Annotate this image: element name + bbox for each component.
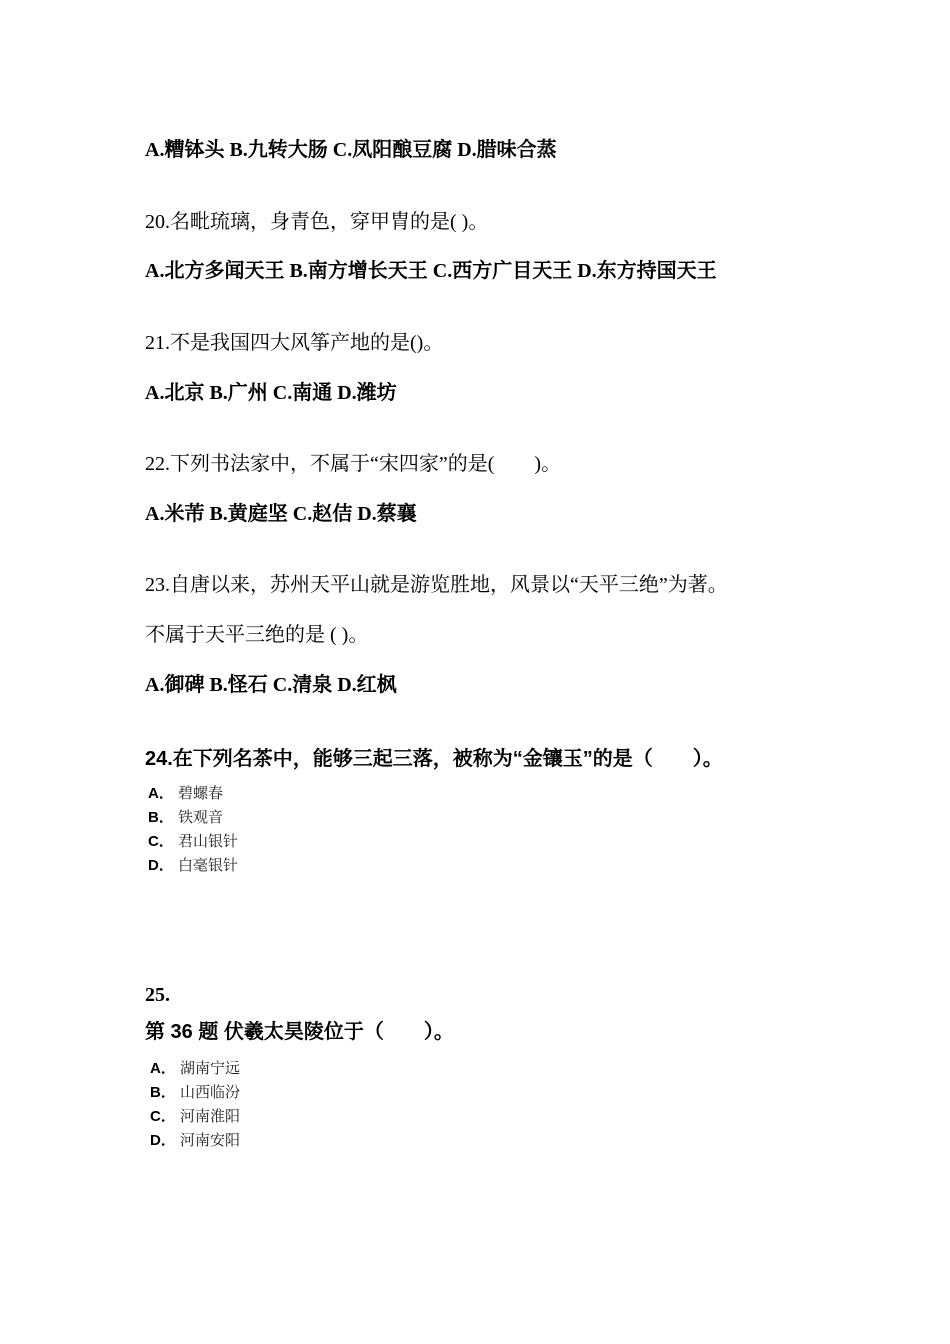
q25-option-a xyxy=(150,1061,240,1077)
option-letter: B． xyxy=(148,809,174,826)
option-letter: D． xyxy=(150,1132,176,1149)
q23-stem-line1: 23.自唐以来，苏州天平山就是游览胜地，风景以“天平三绝”为著。 xyxy=(145,574,728,596)
q25-option-b xyxy=(150,1085,240,1101)
option-text: 山西临汾 xyxy=(180,1085,241,1101)
q25-option-d xyxy=(150,1133,240,1149)
option-letter: A． xyxy=(150,1060,176,1077)
q21-stem: 21.不是我国四大风筝产地的是()。 xyxy=(145,332,444,354)
option-text: 君山银针 xyxy=(178,834,239,850)
option-text: 湖南宁远 xyxy=(180,1061,241,1077)
option-letter: C． xyxy=(150,1108,176,1125)
q20-stem: 20.名毗琉璃，身青色，穿甲胄的是( )。 xyxy=(145,211,489,233)
q25-stem: 第 36 题 伏羲太昊陵位于（ ）。 xyxy=(145,1021,454,1043)
q22-stem: 22.下列书法家中，不属于“宋四家”的是( )。 xyxy=(145,453,562,475)
q24-option-d xyxy=(148,858,238,874)
option-letter: B． xyxy=(150,1084,176,1101)
option-text: 铁观音 xyxy=(178,810,224,826)
option-letter: A． xyxy=(148,785,174,802)
option-text: 白毫银针 xyxy=(178,858,239,874)
q25-number: 25. xyxy=(145,984,170,1006)
q24-option-b xyxy=(148,810,223,826)
option-letter: C． xyxy=(148,833,174,850)
q19-options: A.糟钵头 B.九转大肠 C.凤阳酿豆腐 D.腊味合蒸 xyxy=(145,139,557,161)
option-text: 河南安阳 xyxy=(180,1133,241,1149)
q24-option-a xyxy=(148,786,223,802)
q23-stem-line2: 不属于天平三绝的是 ( )。 xyxy=(145,624,369,646)
q24-stem: 24.在下列名茶中，能够三起三落，被称为“金镶玉”的是（ ）。 xyxy=(145,748,723,770)
q21-options: A.北京 B.广州 C.南通 D.潍坊 xyxy=(145,382,397,404)
option-text: 河南淮阳 xyxy=(180,1109,241,1125)
option-letter: D． xyxy=(148,857,174,874)
q22-options: A.米芾 B.黄庭坚 C.赵佶 D.蔡襄 xyxy=(145,503,417,525)
q20-options: A.北方多闻天王 B.南方增长天王 C.西方广目天王 D.东方持国天王 xyxy=(145,260,717,282)
option-text: 碧螺春 xyxy=(178,786,224,802)
q24-option-c xyxy=(148,834,238,850)
q23-options: A.御碑 B.怪石 C.清泉 D.红枫 xyxy=(145,674,397,696)
q25-option-c xyxy=(150,1109,240,1125)
